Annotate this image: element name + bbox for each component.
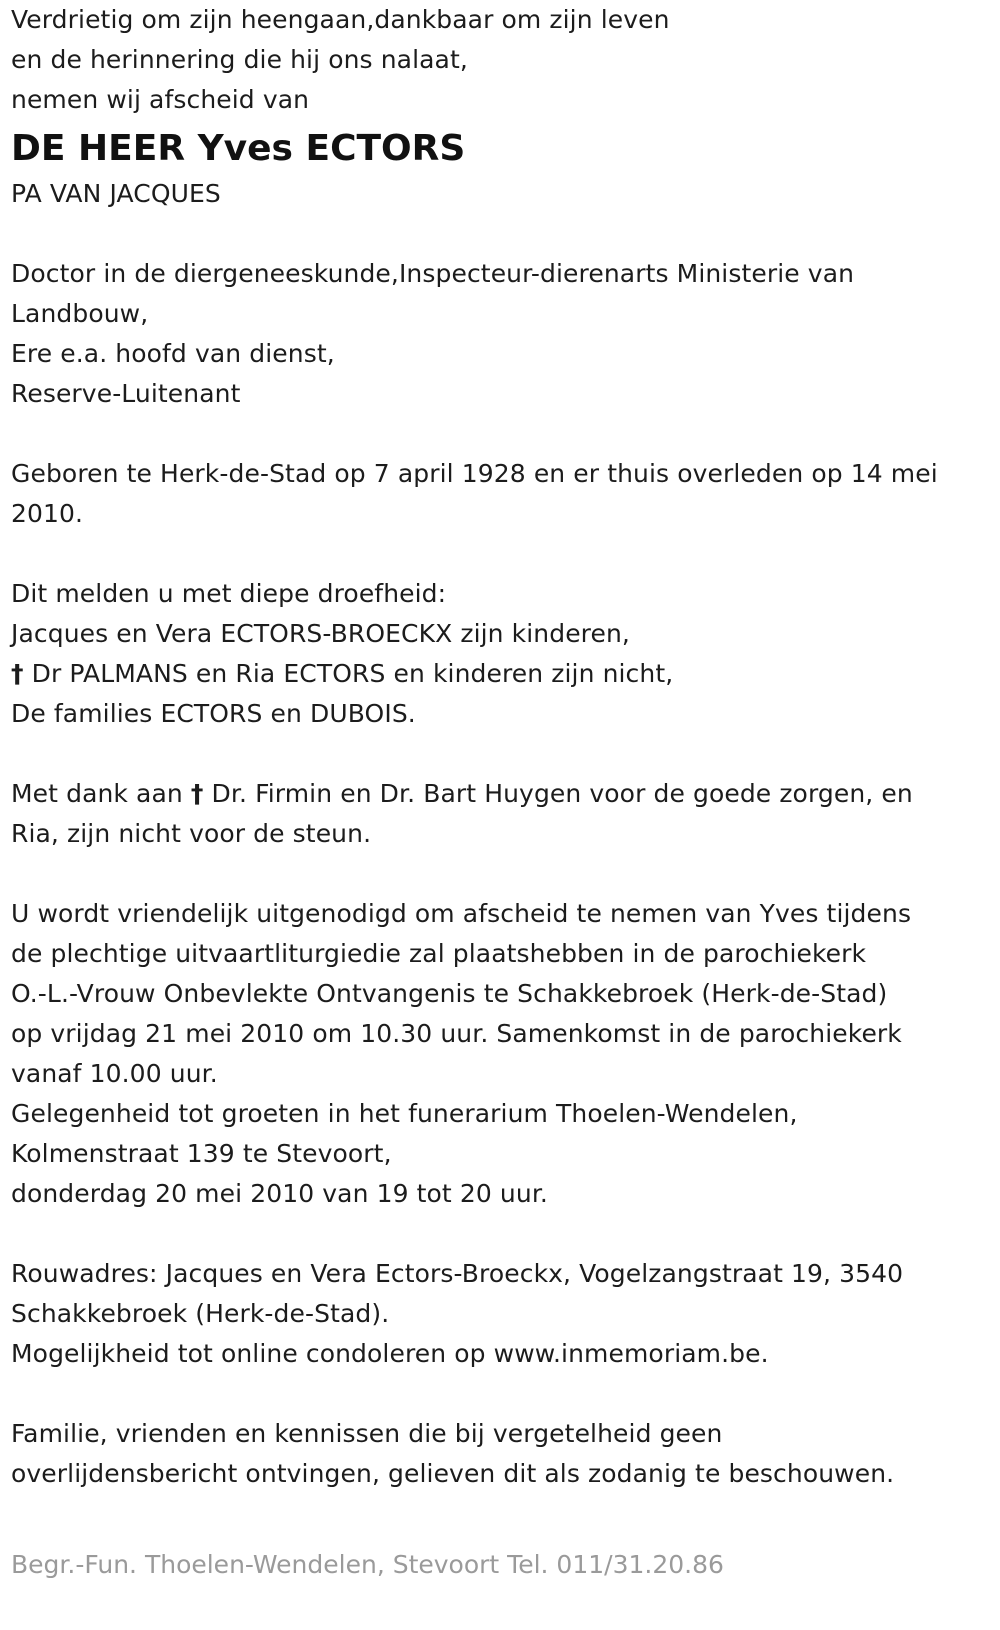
spacer <box>11 1214 986 1254</box>
announcement-line: Jacques en Vera ECTORS-BROECKX zijn kinderen, <box>11 619 630 648</box>
spacer <box>11 854 986 894</box>
spacer <box>11 734 986 774</box>
ceremony-line: donderdag 20 mei 2010 van 19 tot 20 uur. <box>11 1179 548 1208</box>
spacer <box>11 214 986 254</box>
intro-line: Verdrietig om zijn heengaan,dankbaar om zijn leven <box>11 5 670 34</box>
spacer <box>11 534 986 574</box>
titles-line: Doctor in de diergeneeskunde,Inspecteur-dierenarts Ministerie van <box>11 259 855 288</box>
titles-line: Ere e.a. hoofd van dienst, <box>11 339 335 368</box>
ceremony-line: Kolmenstraat 139 te Stevoort, <box>11 1139 392 1168</box>
closing-line: overlijdensbericht ontvingen, gelieven dit als zodanig te beschouwen. <box>11 1459 895 1488</box>
announcement-line <box>11 654 986 694</box>
ceremony-line: vanaf 10.00 uur. <box>11 1059 218 1088</box>
address-line: Mogelijkheid tot online condoleren op www.inmemoriam.be. <box>11 1339 769 1368</box>
intro-line: en de herinnering die hij ons nalaat, <box>11 45 468 74</box>
deceased-name: DE HEER Yves ECTORS <box>11 128 466 169</box>
closing-line: Familie, vrienden en kennissen die bij vergetelheid geen <box>11 1419 723 1448</box>
ceremony-line: O.-L.-Vrouw Onbevlekte Ontvangenis te Schakkebroek (Herk-de-Stad) <box>11 979 888 1008</box>
cross-icon: † <box>11 659 24 688</box>
ceremony-line: de plechtige uitvaartliturgiedie zal plaatshebben in de parochiekerk <box>11 939 867 968</box>
spacer <box>11 414 986 454</box>
ceremony-line: U wordt vriendelijk uitgenodigd om afscheid te nemen van Yves tijdens <box>11 899 912 928</box>
titles-line: Reserve-Luitenant <box>11 379 241 408</box>
cross-icon: † <box>190 779 204 808</box>
thanks-text: Dr. Firmin en Dr. Bart Huygen voor de goede zorgen, en <box>203 779 913 808</box>
birth-death-line: 2010. <box>11 499 84 528</box>
ceremony-line: Gelegenheid tot groeten in het funerarium Thoelen-Wendelen, <box>11 1099 798 1128</box>
deceased-subtitle: PA VAN JACQUES <box>11 179 221 208</box>
thanks-prefix: Met dank aan <box>11 779 191 808</box>
birth-death-line: Geboren te Herk-de-Stad op 7 april 1928 en er thuis overleden op 14 mei <box>11 459 938 488</box>
announcement-line: Dit melden u met diepe droefheid: <box>11 579 447 608</box>
titles-line: Landbouw, <box>11 299 149 328</box>
announcement-line: De families ECTORS en DUBOIS. <box>11 699 416 728</box>
spacer <box>11 1374 986 1414</box>
ceremony-line: op vrijdag 21 mei 2010 om 10.30 uur. Samenkomst in de parochiekerk <box>11 1019 902 1048</box>
announcement-text: Dr PALMANS en Ria ECTORS en kinderen zijn nicht, <box>23 659 674 688</box>
address-line: Schakkebroek (Herk-de-Stad). <box>11 1299 390 1328</box>
funeral-home-footer: Begr.-Fun. Thoelen-Wendelen, Stevoort Tel. 011/31.20.86 <box>11 1550 724 1579</box>
thanks-line: Ria, zijn nicht voor de steun. <box>11 819 372 848</box>
intro-line: nemen wij afscheid van <box>11 85 310 114</box>
death-notice <box>11 0 986 1494</box>
address-line: Rouwadres: Jacques en Vera Ectors-Broeckx, Vogelzangstraat 19, 3540 <box>11 1259 904 1288</box>
thanks-line <box>11 774 986 814</box>
